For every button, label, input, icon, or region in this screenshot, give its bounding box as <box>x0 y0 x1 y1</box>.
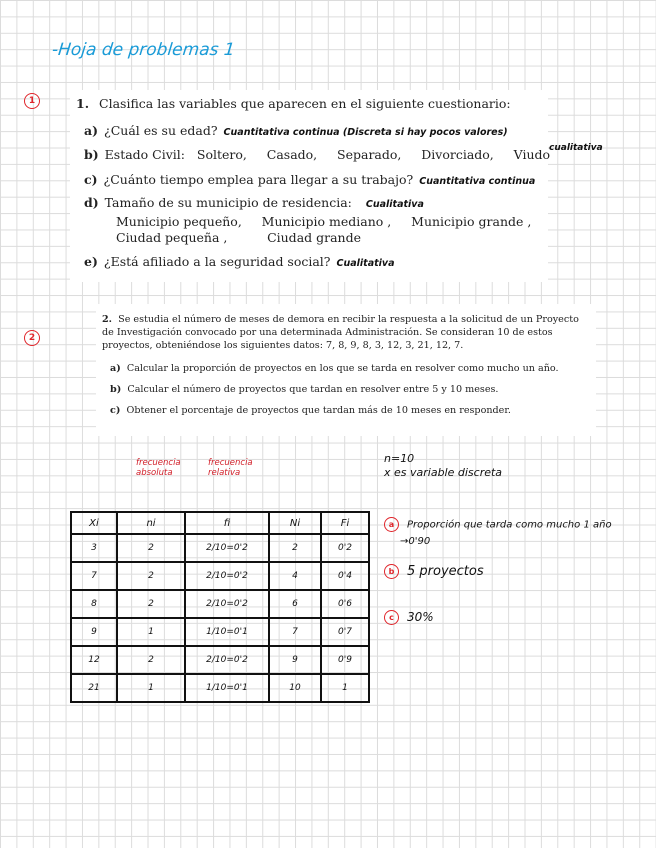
question-2-statement <box>102 313 588 352</box>
question-2-text: Se estudia el número de meses de demora en recibir la respuesta a la solicitud de un Proyecto de Investigación convocado por una determinada Administración. Se consideran 10 de estos proyectos, obteniéndose los siguientes datos: 7, 8, 9, 8, 3, 12, 3, 21, 12, 7. <box>102 314 579 351</box>
absolute-frequency-note <box>136 458 181 478</box>
table-cell: 4 <box>269 562 321 590</box>
answer-c-marker: c <box>384 610 399 625</box>
note-line: frecuencia <box>208 458 253 468</box>
table-cell: 2 <box>117 590 185 618</box>
table-cell: 2 <box>117 534 185 562</box>
subitem-label: a) <box>110 363 121 374</box>
subitem-text: Obtener el porcentaje de proyectos que tardan más de 10 meses en responder. <box>126 405 511 416</box>
page-title: -Hoja de problemas 1 <box>50 40 236 60</box>
table-cell: 3 <box>71 534 117 562</box>
question-2-subitem-b <box>110 384 498 395</box>
answer-a <box>384 517 612 532</box>
subitem-text: Calcular la proporción de proyectos en los que se tarda en resolver como mucho un año. <box>126 363 559 374</box>
table-cell: 0'9 <box>321 646 369 674</box>
item-label: c) <box>84 172 98 187</box>
item-text: Tamaño de su municipio de residencia: <box>104 195 352 210</box>
table-cell: 1 <box>117 674 185 702</box>
table-cell: 2/10=0'2 <box>185 534 269 562</box>
subitem-label: c) <box>110 405 121 416</box>
answer-a-marker: a <box>384 517 399 532</box>
question-1-item-d <box>84 195 424 210</box>
item-label: a) <box>84 123 99 138</box>
header-ni: ni <box>117 512 185 534</box>
problem-1-marker: 1 <box>24 93 40 109</box>
table-cell: 0'6 <box>321 590 369 618</box>
subitem-text: Calcular el número de proyectos que tardan en resolver entre 5 y 10 meses. <box>127 384 499 395</box>
sample-size-note: n=10 <box>384 452 415 465</box>
item-label: b) <box>84 147 99 162</box>
table-cell: 7 <box>71 562 117 590</box>
table-cell: 9 <box>269 646 321 674</box>
item-answer: Cualitativa <box>365 199 424 210</box>
item-answer: Cuantitativa continua <box>419 176 536 187</box>
table-header-row <box>71 512 369 534</box>
item-answer: Cualitativa <box>336 258 395 269</box>
note-line: absoluta <box>136 468 173 478</box>
header-fi: fi <box>185 512 269 534</box>
question-1-item-b <box>84 147 550 162</box>
answer-c-text: 30% <box>407 610 434 624</box>
table-row <box>71 646 369 674</box>
table-row <box>71 562 369 590</box>
table-cell: 1/10=0'1 <box>185 674 269 702</box>
question-1-block <box>70 90 551 282</box>
table-cell: 0'4 <box>321 562 369 590</box>
table-cell: 9 <box>71 618 117 646</box>
frequency-table <box>70 511 370 703</box>
variable-type-note: x es variable discreta <box>384 466 503 479</box>
item-answer: Cuantitativa continua (Discreta si hay pocos valores) <box>223 127 508 138</box>
answer-b-text: 5 proyectos <box>407 564 484 579</box>
table-cell: 10 <box>269 674 321 702</box>
question-1-statement: Clasifica las variables que aparecen en el siguiente cuestionario: <box>99 96 511 111</box>
table-cell: 1/10=0'1 <box>185 618 269 646</box>
question-2-number: 2. <box>102 314 113 325</box>
table-cell: 2/10=0'2 <box>185 562 269 590</box>
table-row <box>71 674 369 702</box>
question-1-number: 1. <box>76 96 90 111</box>
municipio-options-line-2: Ciudad pequeña , Ciudad grande <box>116 230 361 245</box>
municipio-options-line-1: Municipio pequeño, Municipio mediano , Municipio grande , <box>116 214 532 229</box>
header-xi: Xi <box>71 512 117 534</box>
relative-frequency-note <box>208 458 253 478</box>
table-cell: 1 <box>321 674 369 702</box>
item-label: e) <box>84 254 98 269</box>
answer-a-value: →0'90 <box>400 536 431 547</box>
table-cell: 2/10=0'2 <box>185 590 269 618</box>
question-1-header <box>76 96 511 111</box>
question-2-subitem-c <box>110 405 511 416</box>
item-text: ¿Cuánto tiempo emplea para llegar a su trabajo? <box>103 172 414 187</box>
table-cell: 21 <box>71 674 117 702</box>
table-row <box>71 590 369 618</box>
table-cell: 0'2 <box>321 534 369 562</box>
table-cell: 2 <box>117 646 185 674</box>
answer-c <box>384 610 434 625</box>
item-text: Estado Civil: Soltero, Casado, Separado, Divorciado, Viudo <box>104 147 551 162</box>
table-cell: 8 <box>71 590 117 618</box>
question-2-block <box>96 304 596 436</box>
note-line: relativa <box>208 468 241 478</box>
table-cell: 0'7 <box>321 618 369 646</box>
answer-b <box>384 564 484 579</box>
problem-2-marker: 2 <box>24 330 40 346</box>
item-text: ¿Cuál es su edad? <box>104 123 218 138</box>
answer-b-marker: b <box>384 564 399 579</box>
question-1-item-c <box>84 172 535 187</box>
question-1-item-e <box>84 254 395 269</box>
note-line: frecuencia <box>136 458 181 468</box>
table-row <box>71 618 369 646</box>
question-1-item-b-answer: cualitativa <box>549 143 603 153</box>
answer-a-text: Proporción que tarda como mucho 1 año <box>407 519 612 531</box>
table-body <box>71 534 369 702</box>
header-Ni: Ni <box>269 512 321 534</box>
table-cell: 2 <box>269 534 321 562</box>
table-cell: 1 <box>117 618 185 646</box>
header-Fi: Fi <box>321 512 369 534</box>
item-label: d) <box>84 195 99 210</box>
table-cell: 2 <box>117 562 185 590</box>
table-cell: 12 <box>71 646 117 674</box>
table-row <box>71 534 369 562</box>
table-cell: 2/10=0'2 <box>185 646 269 674</box>
table-cell: 6 <box>269 590 321 618</box>
item-text: ¿Está afiliado a la seguridad social? <box>103 254 331 269</box>
subitem-label: b) <box>110 384 122 395</box>
table-cell: 7 <box>269 618 321 646</box>
question-1-item-a <box>84 123 508 138</box>
question-2-subitem-a <box>110 363 559 374</box>
